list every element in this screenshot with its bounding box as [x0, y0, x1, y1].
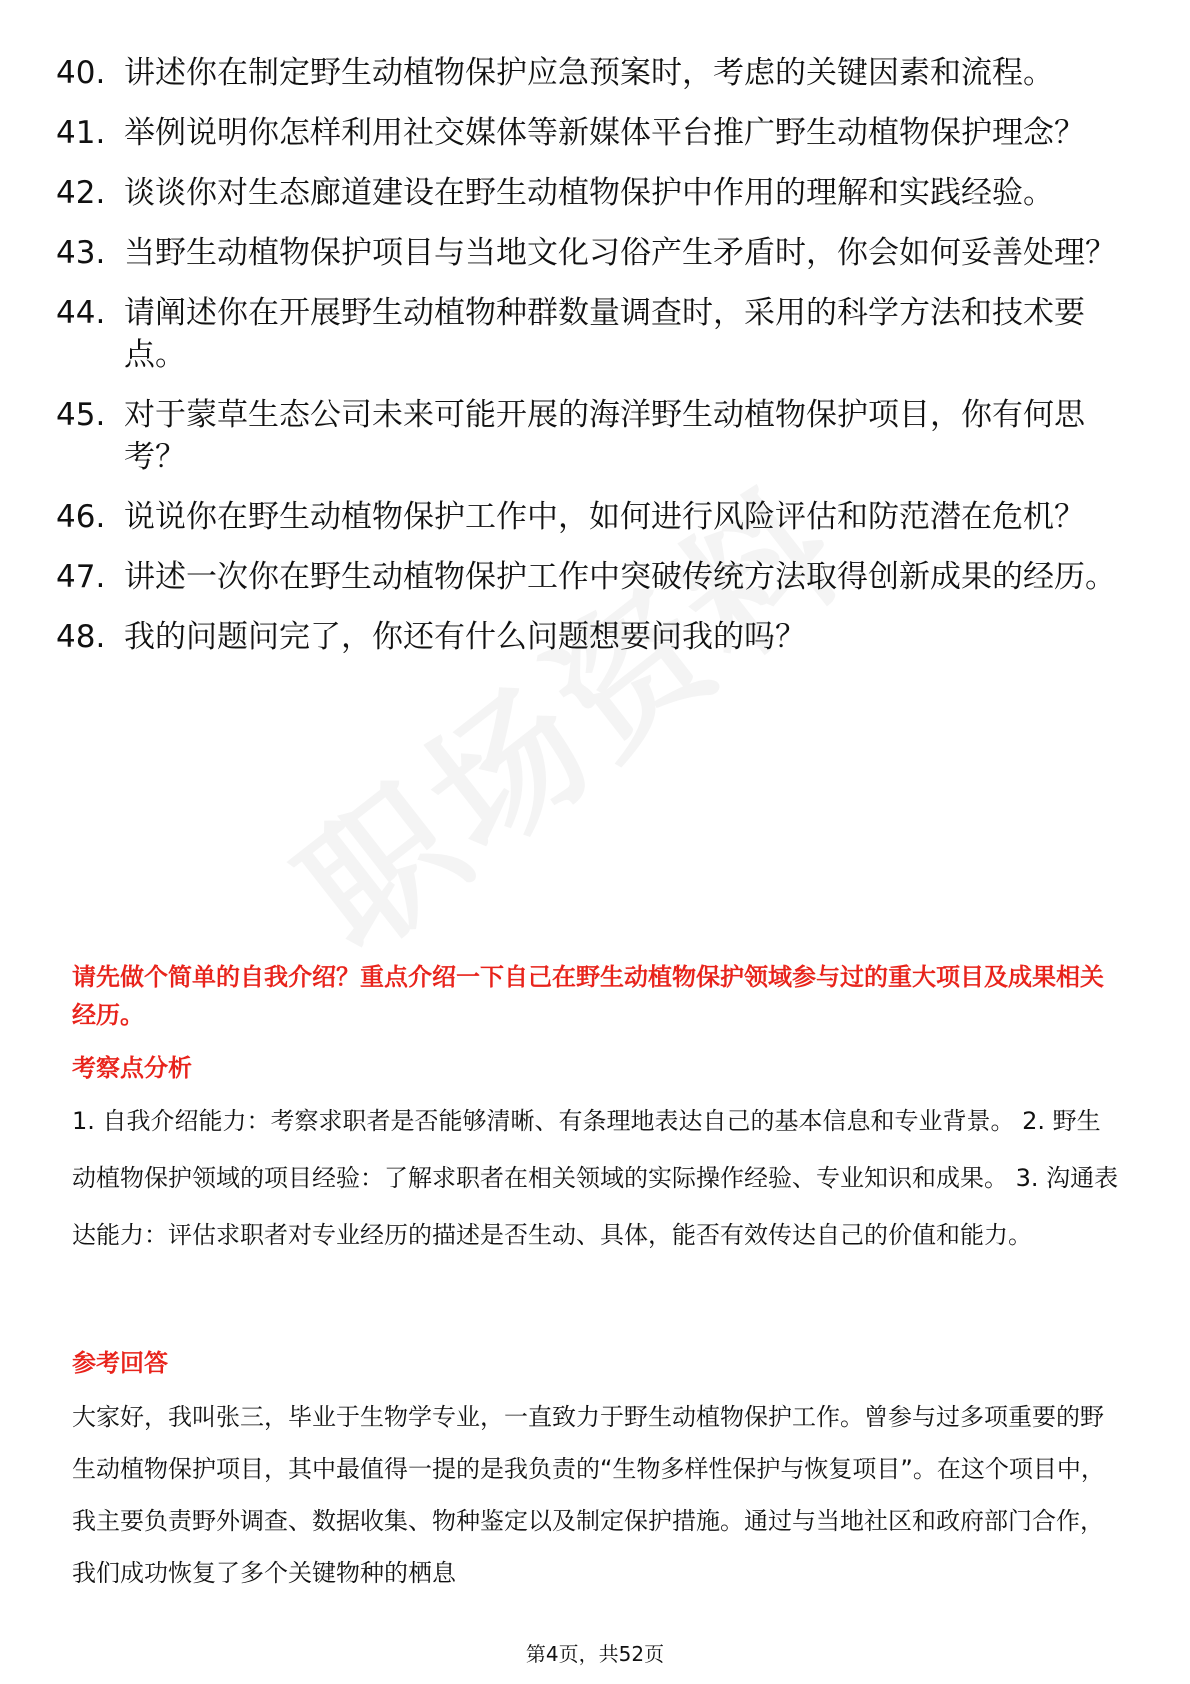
- question-number: 46.: [56, 499, 106, 535]
- question-number: 47.: [56, 559, 106, 595]
- question-text: 讲述你在制定野生动植物保护应急预案时，考虑的关键因素和流程。: [124, 55, 1054, 91]
- question-number: 41.: [56, 115, 106, 151]
- list-item: [56, 616, 1116, 658]
- list-item: [56, 172, 1116, 214]
- question-text: 请阐述你在开展野生动植物种群数量调查时，采用的科学方法和技术要点。: [124, 295, 1085, 373]
- analysis-heading: 考察点分析: [72, 1054, 192, 1082]
- question-text: 讲述一次你在野生动植物保护工作中突破传统方法取得创新成果的经历。: [124, 559, 1116, 595]
- question-number: 40.: [56, 55, 106, 91]
- question-number: 42.: [56, 175, 106, 211]
- answer-body: 大家好，我叫张三，毕业于生物学专业，一直致力于野生动植物保护工作。曾参与过多项重要的野生动植物保护项目，其中最值得一提的是我负责的“生物多样性保护与恢复项目”。在这个项目中，我主要负责野外调查、数据收集、物种鉴定以及制定保护措施。通过与当地社区和政府部门合作，我们成功恢复了多个关键物种的栖息: [72, 1403, 1105, 1587]
- question-number: 44.: [56, 295, 106, 331]
- question-text: 对于蒙草生态公司未来可能开展的海洋野生动植物保护项目，你有何思考？: [124, 397, 1085, 475]
- question-list: [56, 52, 1116, 676]
- question-text: 我的问题问完了，你还有什么问题想要问我的吗？: [124, 619, 806, 655]
- question-text: 举例说明你怎样利用社交媒体等新媒体平台推广野生动植物保护理念？: [124, 115, 1085, 151]
- question-text: 说说你在野生动植物保护工作中，如何进行风险评估和防范潜在危机？: [124, 499, 1085, 535]
- list-item: [56, 112, 1116, 154]
- question-number: 43.: [56, 235, 106, 271]
- list-item: [56, 394, 1116, 478]
- question-text: 谈谈你对生态廊道建设在野生动植物保护中作用的理解和实践经验。: [124, 175, 1054, 211]
- list-item: [56, 496, 1116, 538]
- page-footer: 第4页，共52页: [525, 1642, 665, 1666]
- list-item: [56, 52, 1116, 94]
- question-number: 48.: [56, 619, 106, 655]
- question-text: 当野生动植物保护项目与当地文化习俗产生矛盾时，你会如何妥善处理？: [124, 235, 1116, 271]
- featured-question: 请先做个简单的自我介绍？重点介绍一下自己在野生动植物保护领域参与过的重大项目及成果相关经历。: [72, 963, 1104, 1029]
- analysis-body: 1. 自我介绍能力：考察求职者是否能够清晰、有条理地表达自己的基本信息和专业背景。 2. 野生动植物保护领域的项目经验：了解求职者在相关领域的实际操作经验、专业知识和成果。 3. 沟通表达能力：评估求职者对专业经历的描述是否生动、具体，能否有效传达自己的价值和能力。: [72, 1107, 1119, 1249]
- list-item: [56, 292, 1116, 376]
- list-item: [56, 556, 1116, 598]
- list-item: [56, 232, 1116, 274]
- answer-heading: 参考回答: [72, 1349, 168, 1377]
- question-number: 45.: [56, 397, 106, 433]
